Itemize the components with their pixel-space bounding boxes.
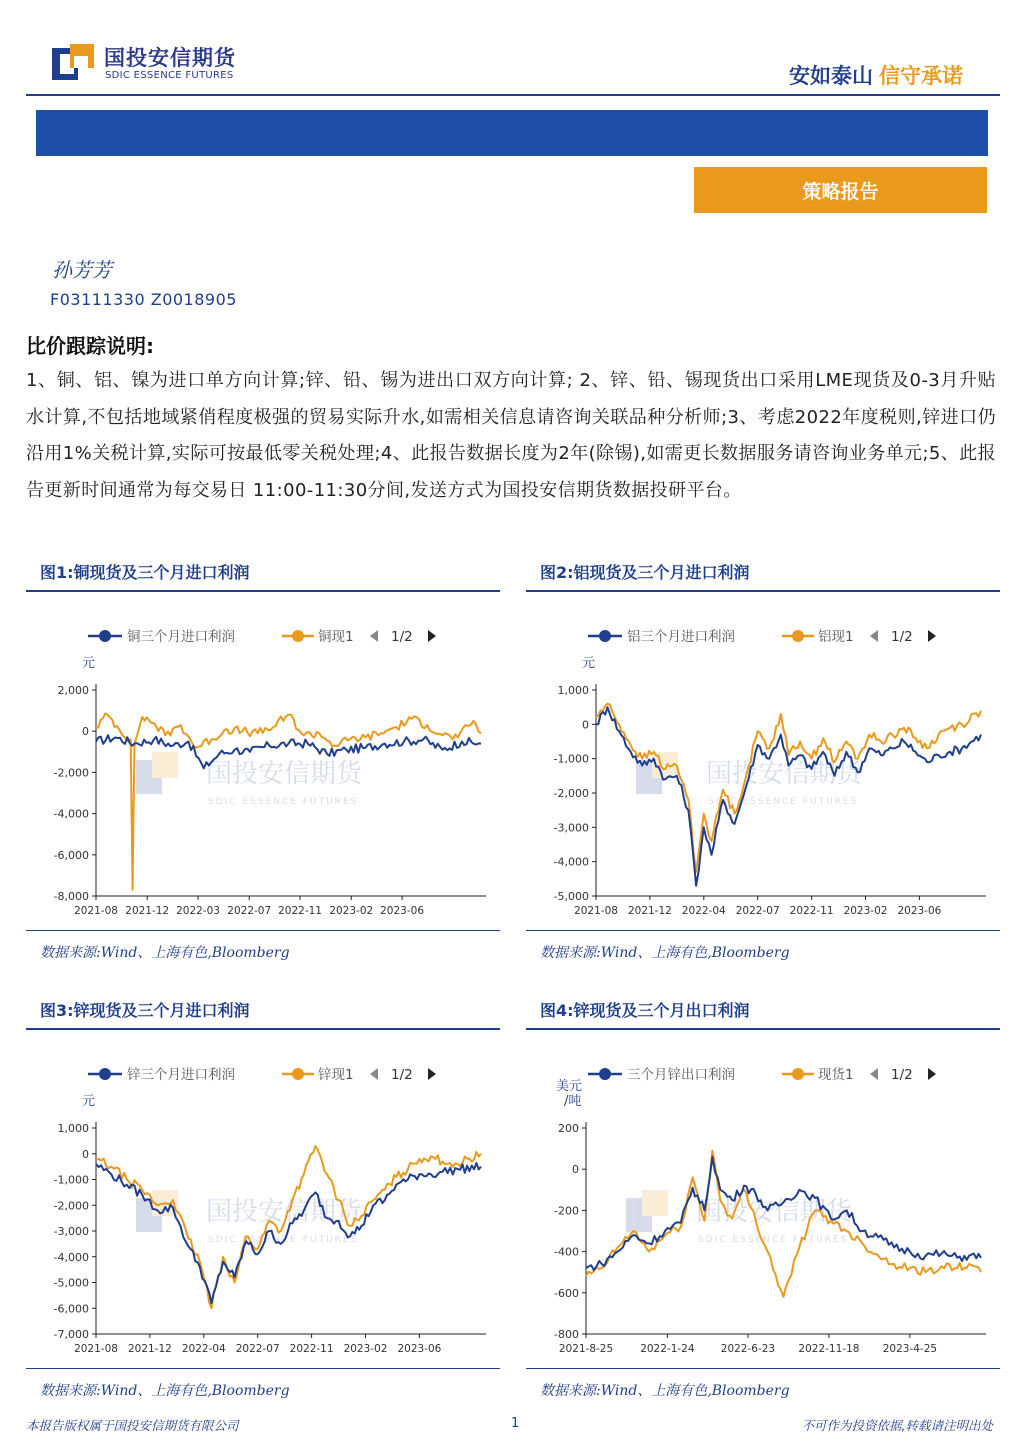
fig3-x-tick-label-0: 2021-08: [74, 1343, 118, 1355]
fig4-x-tick-label-1: 2022-1-24: [640, 1343, 695, 1355]
fig3-y-tick-label-3: -2,000: [53, 1199, 89, 1213]
fig3-title: 图3:锌现货及三个月进口利润: [40, 1001, 250, 1020]
fig3-y-tick-label-8: -7,000: [53, 1328, 89, 1341]
fig2-watermark-cn: 国投安信期货: [706, 759, 863, 789]
fig2-top-rule: [526, 590, 1000, 592]
fig1-legend-label-0: 铜三个月进口利润: [127, 629, 235, 645]
fig1-unit-label: 元: [82, 656, 96, 671]
fig1-legend-dot-0: [99, 630, 111, 642]
fig2-watermark-en: SDIC ESSENCE FUTURES: [708, 797, 859, 807]
fig3-chart: [26, 1038, 500, 1368]
fig1-legend-next-icon: [428, 630, 436, 642]
fig3-y-tick-label-6: -5,000: [53, 1276, 89, 1290]
fig3-series-line-0: [96, 1163, 481, 1303]
fig2-x-tick-label-2: 2022-04: [681, 905, 726, 917]
fig2-source: 数据来源:Wind、上海有色,Bloomberg: [540, 945, 790, 961]
fig3-top-rule: [26, 1028, 500, 1030]
fig2-y-tick-label-6: -5,000: [553, 890, 589, 903]
fig2-x-tick-label-3: 2022-07: [735, 905, 780, 917]
fig2-y-tick-label-4: -3,000: [553, 821, 589, 835]
fig4-legend-dot-1: [792, 1068, 804, 1080]
fig2-y-tick-label-3: -2,000: [553, 787, 589, 800]
fig3-y-tick-label-1: 0: [82, 1147, 89, 1161]
fig3-legend-label-1: 锌现1: [318, 1067, 354, 1083]
fig1-y-tick-label-1: 0: [82, 725, 89, 739]
fig2-chart: [526, 600, 1000, 930]
fig1-legend-pager: 1/2: [391, 629, 413, 645]
fig3-x-tick-label-4: 2022-11: [289, 1343, 334, 1355]
fig3-x-tick-label-1: 2021-12: [127, 1343, 172, 1355]
logo-chinese-name: 国投安信期货: [104, 46, 236, 70]
fig1-watermark: [136, 752, 364, 807]
fig2-legend-label-0: 铝三个月进口利润: [627, 629, 735, 645]
fig1-x-tick-label-4: 2022-11: [278, 905, 322, 917]
fig3-watermark-cn: 国投安信期货: [206, 1197, 363, 1227]
fig2-legend-prev-icon: [870, 630, 878, 642]
fig2-legend-next-icon: [928, 630, 936, 642]
fig3-source: 数据来源:Wind、上海有色,Bloomberg: [40, 1383, 290, 1399]
fig1-watermark-cn: 国投安信期货: [206, 759, 363, 789]
logo-english-name: SDIC ESSENCE FUTURES: [105, 70, 234, 81]
fig4-x-tick-label-2: 2022-6-23: [720, 1343, 776, 1355]
fig3-unit-label: 元: [82, 1094, 96, 1109]
fig1-chart: [26, 600, 500, 930]
fig1-bottom-rule: [26, 930, 500, 931]
fig1-y-tick-label-5: -8,000: [53, 890, 89, 903]
slogan: [789, 60, 963, 90]
fig1-x-tick-label-6: 2023-06: [380, 905, 425, 917]
fig4-bottom-rule: [526, 1368, 1000, 1369]
fig3-y-tick-label-0: 1,000: [57, 1122, 89, 1135]
fig2-unit-label: 元: [582, 656, 596, 671]
fig1-watermark-mark-b: [152, 752, 178, 778]
fig2-y-tick-label-5: -4,000: [553, 855, 589, 869]
fig4-chart: [526, 1038, 1000, 1368]
fig1-x-tick-label-0: 2021-08: [74, 905, 118, 917]
fig4-y-tick-label-4: -600: [554, 1286, 579, 1300]
author-name: 孙芳芳: [52, 258, 112, 282]
fig2-legend: [588, 628, 936, 645]
fig3-legend-next-icon: [428, 1068, 436, 1080]
logo-mark-icon: [52, 42, 96, 86]
fig3-y-tick-label-4: -3,000: [53, 1225, 89, 1238]
fig3-y-tick-label-2: -1,000: [53, 1173, 89, 1187]
fig4-watermark-cn: 国投安信期货: [696, 1197, 853, 1227]
fig2-y-tick-label-0: 1,000: [557, 684, 589, 697]
fig4-y-tick-label-0: 200: [558, 1122, 579, 1135]
footer-copyright: 本报告版权属于国投安信期货有限公司: [26, 1418, 239, 1433]
fig1-legend-label-1: 铜现1: [318, 629, 354, 645]
fig4-unit-line-0: 美元: [556, 1079, 583, 1094]
fig3-watermark: [136, 1190, 364, 1245]
slogan-part-b: 信守承诺: [879, 64, 963, 88]
fig1-watermark-en: SDIC ESSENCE FUTURES: [208, 797, 359, 807]
fig2-title: 图2:铝现货及三个月进口利润: [540, 563, 750, 582]
fig2-x-tick-label-1: 2021-12: [627, 905, 672, 917]
notes-title: 比价跟踪说明:: [26, 334, 154, 358]
fig3-bottom-rule: [26, 1368, 500, 1369]
fig2-legend-dot-1: [792, 630, 804, 642]
fig3-legend-dot-1: [292, 1068, 304, 1080]
fig2-x-tick-label-6: 2023-06: [897, 905, 942, 917]
fig1-y-tick-label-2: -2,000: [53, 766, 89, 780]
fig3-watermark-en: SDIC ESSENCE FUTURES: [208, 1235, 359, 1245]
fig4-legend-label-0: 三个月锌出口利润: [627, 1067, 735, 1083]
fig4-source: 数据来源:Wind、上海有色,Bloomberg: [540, 1383, 790, 1399]
fig3-y-tick-label-7: -6,000: [53, 1302, 89, 1316]
fig1-x-tick-label-2: 2022-03: [176, 905, 220, 917]
fig1-source: 数据来源:Wind、上海有色,Bloomberg: [40, 945, 290, 961]
fig2-legend-pager: 1/2: [891, 629, 913, 645]
footer-disclaimer: 不可作为投资依据,转载请注明出处: [801, 1418, 993, 1433]
fig1-y-tick-label-0: 2,000: [57, 684, 89, 697]
fig4-legend-label-1: 现货1: [818, 1067, 854, 1083]
slogan-part-a: 安如泰山: [789, 64, 873, 88]
fig4-watermark-mark-b: [642, 1190, 668, 1216]
fig3-x-tick-label-6: 2023-06: [397, 1343, 442, 1355]
report-type-tag: 策略报告: [694, 167, 987, 213]
fig2-x-tick-label-0: 2021-08: [574, 905, 618, 917]
fig2-y-tick-label-1: 0: [582, 718, 589, 732]
fig3-legend-label-0: 锌三个月进口利润: [127, 1067, 235, 1083]
fig2-x-tick-label-5: 2023-02: [843, 905, 888, 917]
fig1-legend-dot-1: [292, 630, 304, 642]
fig4-legend-next-icon: [928, 1068, 936, 1080]
header-divider: [26, 94, 1000, 96]
fig4-y-tick-label-3: -400: [554, 1245, 579, 1259]
fig4-top-rule: [526, 1028, 1000, 1030]
fig1-x-tick-label-5: 2023-02: [329, 905, 374, 917]
fig1-x-tick-label-3: 2022-07: [227, 905, 272, 917]
fig4-legend-pager: 1/2: [891, 1067, 913, 1083]
fig4-x-tick-label-3: 2022-11-18: [798, 1343, 860, 1355]
fig4-legend-prev-icon: [870, 1068, 878, 1080]
fig2-legend-label-1: 铝现1: [818, 629, 854, 645]
fig4-y-tick-label-2: -200: [554, 1204, 579, 1218]
fig1-legend: [88, 628, 436, 645]
fig1-y-tick-label-3: -4,000: [53, 807, 89, 821]
fig3-legend-pager: 1/2: [391, 1067, 413, 1083]
fig3-legend-dot-0: [99, 1068, 111, 1080]
fig2-bottom-rule: [526, 930, 1000, 931]
fig3-legend: [88, 1066, 436, 1083]
fig1-y-tick-label-4: -6,000: [53, 848, 89, 862]
company-logo: [52, 40, 236, 90]
fig3-x-tick-label-3: 2022-07: [235, 1343, 280, 1355]
fig2-x-tick-label-4: 2022-11: [789, 905, 834, 917]
fig2-legend-dot-0: [599, 630, 611, 642]
fig4-title: 图4:锌现货及三个月出口利润: [540, 1001, 750, 1020]
fig4-unit-line-1: /吨: [564, 1094, 582, 1109]
fig4-x-tick-label-4: 2023-4-25: [882, 1343, 938, 1355]
notes-body: 1、铜、铝、镍为进口单方向计算;锌、铅、锡为进出口双方向计算; 2、锌、铅、锡现货出口采用LME现货及0-3月升贴水计算,不包括地域紧俏程度极强的贸易实际升水,如需相关信息请咨询关联品种分析师;3、考虑2022年度税则,锌进口仍沿用1%关税计算,实际可按最低零关税处理;4、此报告数据长度为2年(除锡),如需更长数据服务请咨询业务单元;5、此报告更新时间通常为每交易日 11:00-11:30分间,发送方式为国投安信期货数据投研平台。: [26, 370, 996, 501]
fig4-x-tick-label-0: 2021-8-25: [558, 1343, 614, 1355]
fig3-x-tick-label-2: 2022-04: [181, 1343, 226, 1355]
fig4-watermark-en: SDIC ESSENCE FUTURES: [698, 1235, 849, 1245]
fig1-legend-prev-icon: [370, 630, 378, 642]
fig4-y-tick-label-5: -800: [554, 1328, 579, 1341]
fig1-title: 图1:铜现货及三个月进口利润: [40, 563, 250, 582]
fig1-top-rule: [26, 590, 500, 592]
fig4-y-tick-label-1: 0: [572, 1163, 579, 1177]
fig3-legend-prev-icon: [370, 1068, 378, 1080]
fig3-x-tick-label-5: 2023-02: [343, 1343, 388, 1355]
fig3-y-tick-label-5: -4,000: [53, 1250, 89, 1264]
fig4-legend-dot-0: [599, 1068, 611, 1080]
title-band: [36, 110, 988, 156]
fig4-legend: [588, 1066, 936, 1083]
author-license-codes: F03111330 Z0018905: [50, 290, 237, 309]
fig2-y-tick-label-2: -1,000: [553, 752, 589, 766]
page-number: 1: [511, 1416, 520, 1431]
fig1-x-tick-label-1: 2021-12: [125, 905, 170, 917]
